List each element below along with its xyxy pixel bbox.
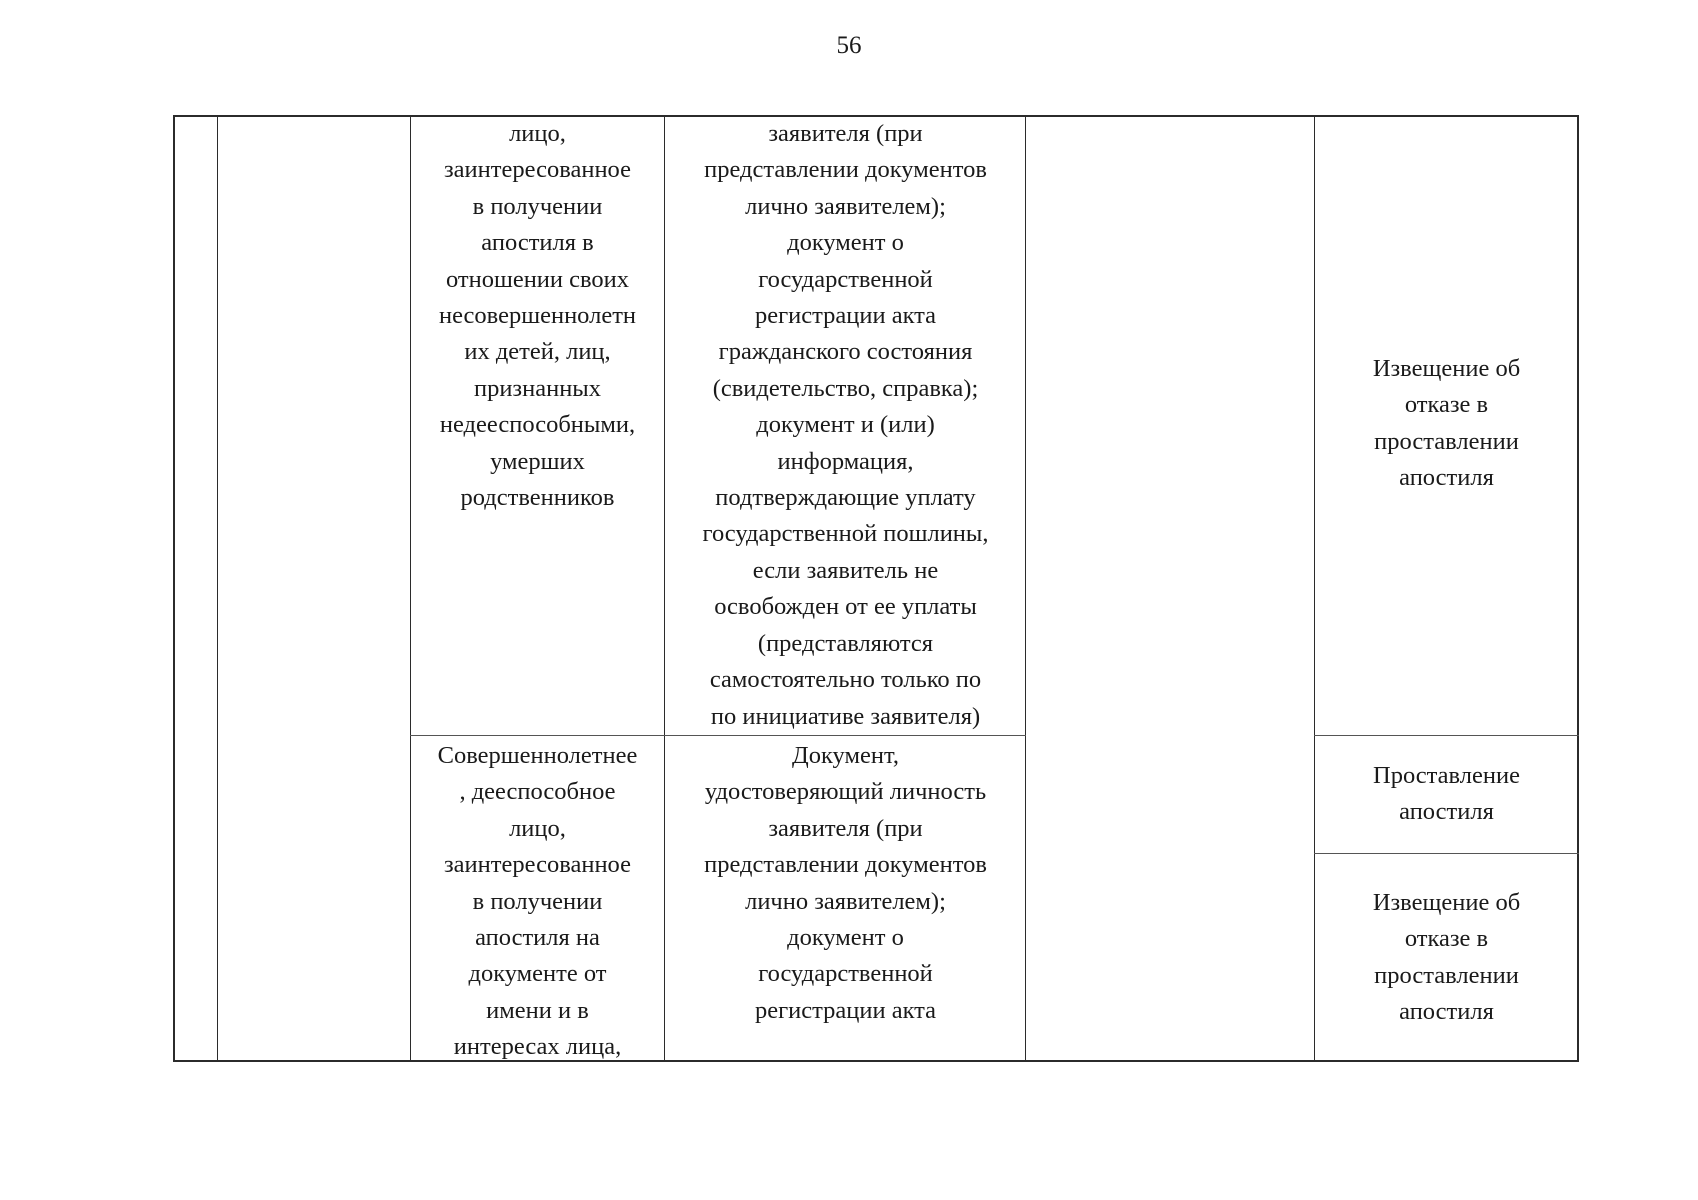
applicant-cell: Совершеннолетнее , дееспособное лицо, заинтересованное в получении апостиля на документе от имени и в интересах лица, — [437, 742, 638, 1061]
page-number: 56 — [836, 32, 862, 59]
result-cell: Извещение об отказе в проставлении апостиля — [1372, 355, 1521, 492]
table-border-bottom — [173, 1060, 1579, 1062]
column-divider — [664, 115, 665, 1062]
result-cell: Проставление апостиля — [1373, 762, 1520, 826]
documents-cell: заявителя (при представлении документов лично заявителем); документ о государственной регистрации акта гражданского состояния (свидетельство, справка); документ и (или) информация, подтверждающие уплату государственной пошлины, если заявитель не освобожден от ее уплаты (представляются самостоятельно только по по инициативе заявителя) — [702, 120, 989, 730]
documents-cell: Документ, удостоверяющий личность заявителя (при представлении документов лично заявителем); документ о государственной регистрации акта — [704, 742, 987, 1024]
result-cell: Извещение об отказе в проставлении апостиля — [1372, 889, 1521, 1026]
row-divider — [1314, 853, 1579, 854]
row-divider — [1314, 735, 1579, 736]
row-divider — [410, 735, 1026, 736]
services-table — [173, 115, 1579, 1062]
column-divider — [217, 115, 218, 1062]
column-divider — [1025, 115, 1026, 1062]
applicant-cell: лицо, заинтересованное в получении апостиля в отношении своих несовершеннолетн их детей, лиц, признанных недееспособными, умерших родственников — [438, 120, 637, 512]
table-border-left — [173, 115, 175, 1062]
